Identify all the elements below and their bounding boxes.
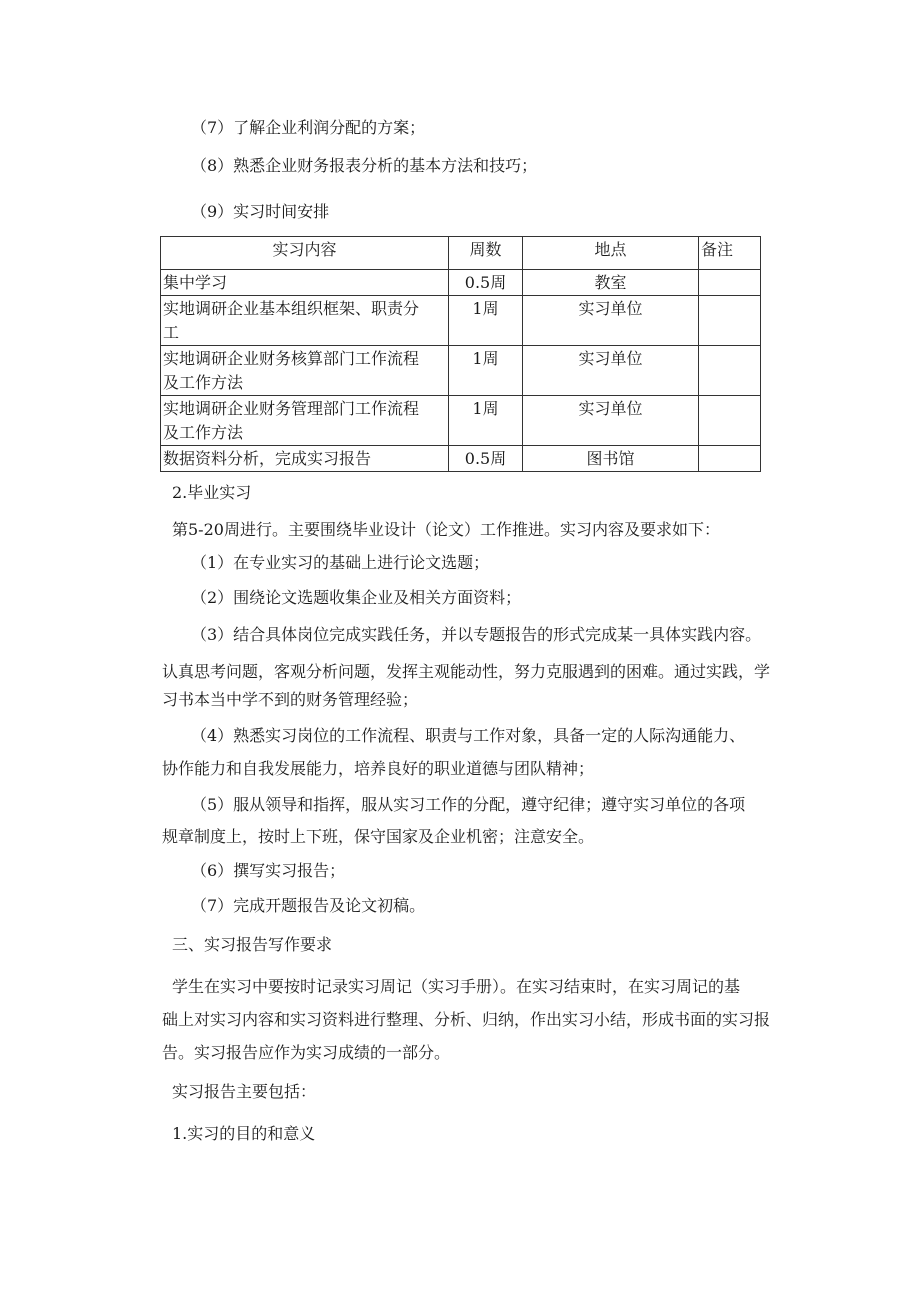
cell-content: 数据资料分析，完成实习报告 xyxy=(161,446,449,472)
section-heading-report: 三、实习报告写作要求 xyxy=(172,935,333,954)
cell-place: 图书馆 xyxy=(523,446,699,472)
cell-content: 集中学习 xyxy=(161,270,449,296)
cell-note xyxy=(699,296,761,346)
cell-content xyxy=(161,296,449,346)
graduation-item-1: （1）在专业实习的基础上进行论文选题； xyxy=(191,553,490,572)
table-header-row xyxy=(161,237,761,270)
cell-place: 实习单位 xyxy=(523,396,699,446)
table-row xyxy=(161,270,761,296)
table-row xyxy=(161,296,761,346)
cell-weeks: 0.5周 xyxy=(449,446,523,472)
header-content: 实习内容 xyxy=(161,237,449,270)
cell-content xyxy=(161,396,449,446)
cell-weeks: 0.5周 xyxy=(449,270,523,296)
table-row xyxy=(161,346,761,396)
cell-note xyxy=(699,346,761,396)
cell-place: 实习单位 xyxy=(523,346,699,396)
report-item-1: 1.实习的目的和意义 xyxy=(172,1124,316,1143)
graduation-item-4-line2: 协作能力和自我发展能力，培养良好的职业道德与团队精神； xyxy=(162,759,595,778)
cell-content-line: 工 xyxy=(163,323,180,342)
graduation-item-5-line2: 规章制度上，按时上下班，保守国家及企业机密；注意安全。 xyxy=(162,827,595,846)
header-weeks: 周数 xyxy=(449,237,523,270)
cell-content-line: 实地调研企业财务核算部门工作流程 xyxy=(163,349,420,368)
cell-weeks: 1周 xyxy=(449,346,523,396)
graduation-item-6: （6）撰写实习报告； xyxy=(191,861,346,880)
intro-item-7: （7）了解企业利润分配的方案； xyxy=(191,118,426,137)
cell-note xyxy=(699,396,761,446)
report-para-line1: 学生在实习中要按时记录实习周记（实习手册）。在实习结束时，在实习周记的基 xyxy=(172,977,741,996)
cell-content-line: 及工作方法 xyxy=(163,373,244,392)
report-para-line3: 告。实习报告应作为实习成绩的一部分。 xyxy=(162,1043,451,1062)
header-place: 地点 xyxy=(523,237,699,270)
graduation-item-3-line1: （3）结合具体岗位完成实践任务，并以专题报告的形式完成某一具体实践内容。 xyxy=(191,625,762,644)
intro-item-8: （8）熟悉企业财务报表分析的基本方法和技巧； xyxy=(191,156,538,175)
graduation-item-5-line1: （5）服从领导和指挥，服从实习工作的分配，遵守纪律；遵守实习单位的各项 xyxy=(191,795,746,814)
graduation-item-4-line1: （4）熟悉实习岗位的工作流程、职责与工作对象，具备一定的人际沟通能力、 xyxy=(191,726,746,745)
cell-weeks: 1周 xyxy=(449,396,523,446)
section-heading-graduation: 2.毕业实习 xyxy=(172,483,252,502)
cell-content xyxy=(161,346,449,396)
intro-item-9: （9）实习时间安排 xyxy=(191,202,330,221)
cell-place: 实习单位 xyxy=(523,296,699,346)
schedule-table xyxy=(160,236,761,472)
table-row xyxy=(161,446,761,472)
graduation-item-2: （2）围绕论文选题收集企业及相关方面资料； xyxy=(191,588,522,607)
cell-place: 教室 xyxy=(523,270,699,296)
cell-content-line: 实地调研企业基本组织框架、职责分 xyxy=(163,299,420,318)
table-row xyxy=(161,396,761,446)
header-note: 备注 xyxy=(699,237,761,270)
cell-note xyxy=(699,270,761,296)
graduation-item-3-line3: 习书本当中学不到的财务管理经验； xyxy=(162,690,419,709)
graduation-intro: 第5-20周进行。主要围绕毕业设计（论文）工作推进。实习内容及要求如下： xyxy=(172,520,720,539)
cell-note xyxy=(699,446,761,472)
report-includes: 实习报告主要包括： xyxy=(172,1082,317,1101)
graduation-item-7: （7）完成开题报告及论文初稿。 xyxy=(191,896,426,915)
cell-content-line: 实地调研企业财务管理部门工作流程 xyxy=(163,399,420,418)
graduation-item-3-line2: 认真思考问题，客观分析问题，发挥主观能动性，努力克服遇到的困难。通过实践，学 xyxy=(162,662,771,681)
report-para-line2: 础上对实习内容和实习资料进行整理、分析、归纳，作出实习小结，形成书面的实习报 xyxy=(162,1010,771,1029)
cell-content-line: 及工作方法 xyxy=(163,423,244,442)
cell-weeks: 1周 xyxy=(449,296,523,346)
